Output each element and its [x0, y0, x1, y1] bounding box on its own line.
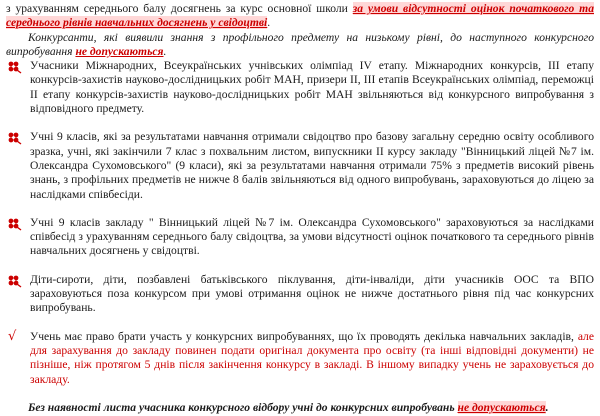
item-text: Учні 9 класів, які за результатами навчання отримали свідоцтво про базову загальну середню освіту особливого зразка, учні, які закінчили 7 клас з похвальним листом, випускники ІІ курсу закладу "Вінницький ліцей №7 ім. Олександра Сухомовського" (9 класи), які за результатами навчання отримали 75% з предметів високий рівень знань, з профільних предметів не нижче 8 балів звільняються від одного випробувань, зараховуються до ліцею за наслідками співбесіди. [30, 130, 594, 201]
flower-bullet-icon [6, 60, 22, 74]
item-text: Учні 9 класів закладу " Вінницький ліцей №7 ім. Олександра Сухомовського" зараховуються за наслідками співбесід з урахуванням середнього балу свідоцтва, за умови відсутності оцінок початкового та середнього рівнів навчальних досягнень у свідоцтві. [30, 215, 594, 258]
list-item-last [6, 330, 594, 387]
list-item [6, 59, 594, 116]
last-item-red: але для зарахування до закладу повинен подати оригінал документа про освіту (та інші відповідні документи) не пізніше, ніж протягом 5 днів після закінчення конкурсу в закладі. В іншому випадку учень не зараховується до закладу. [30, 329, 594, 386]
competitors-emph: не допускаються [75, 44, 164, 58]
flower-bullet-icon [6, 131, 22, 145]
intro-paragraph [6, 2, 594, 31]
last-item-text: Учень має право брати участь у конкурсних випробуваннях, що їх проводять декілька навчальних закладів, [30, 329, 578, 343]
competitors-text: Конкурсанти, які виявили знання з профільного предмету на низькому рівні, до наступного конкурсного випробування [6, 30, 594, 58]
item-text: Діти-сироти, діти, позбавлені батьківського піклування, діти-інваліди, діти учасників ООС та ВПО зараховуються поза конкурсом при умові отримання оцінок не нижче достатнього рівня під час конкурсних випробувань. [30, 272, 594, 315]
list-item [6, 216, 594, 259]
competitors-end: . [163, 44, 167, 58]
footer-text: Без наявності листа учасника конкурсного відбору учні до конкурсних випробувань [28, 400, 458, 414]
list-item [6, 273, 594, 316]
document-page [6, 2, 594, 415]
intro-end: . [267, 16, 271, 30]
footer-emph: не допускаються [457, 400, 546, 414]
checkmark-icon: √ [8, 328, 17, 344]
footer-paragraph [6, 401, 594, 415]
competitors-paragraph [6, 31, 594, 60]
item-text: Учасники Міжнародних, Всеукраїнських учнівських олімпіад IV етапу. Міжнародних конкурсів, ІІІ етапу конкурсів-захистів науково-дослідницьких робіт МАН, призери ІІ, ІІІ етапів Всеукраїнських олімпіад, переможці ІІ етапу конкурсів-захистів науково-дослідницьких робіт МАН звільняються від конкурсного випробування з відповідного предмету. [30, 59, 594, 116]
intro-text: з урахуванням середнього балу досягнень за курс основної школи [6, 2, 353, 15]
intro-condition: за умови відсутності оцінок початкового та середнього рівнів навчальних досягнень у свідоцтві [6, 2, 594, 30]
footer-end: . [545, 400, 549, 414]
flower-bullet-icon [6, 217, 22, 231]
list-item [6, 130, 594, 201]
flower-bullet-icon [6, 274, 22, 288]
